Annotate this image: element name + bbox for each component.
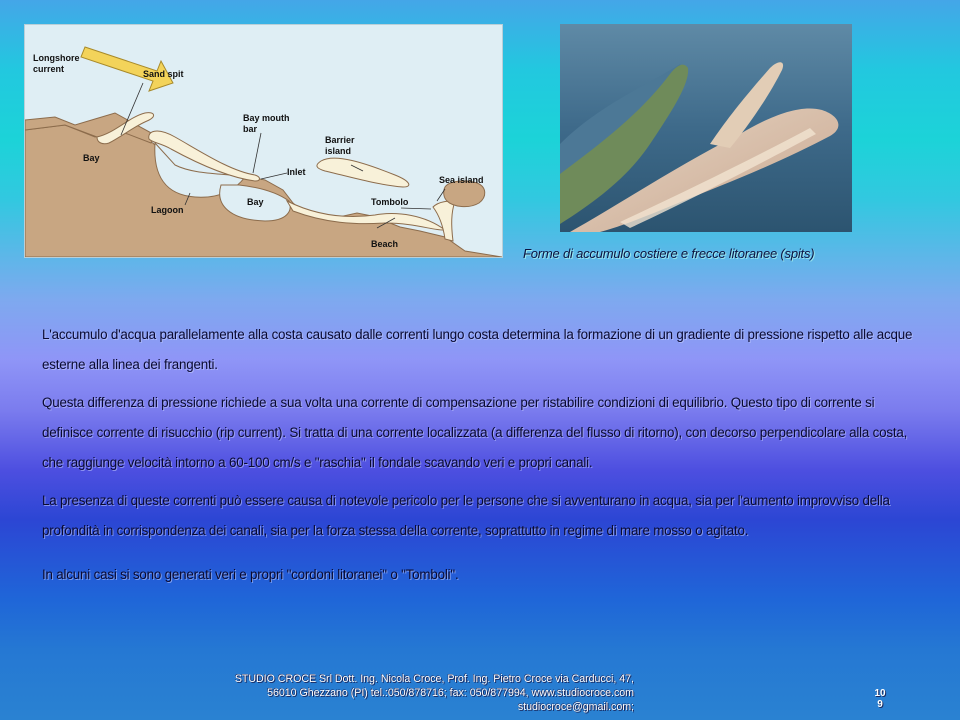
label-longshore-line1: Longshore current [33, 53, 80, 74]
paragraph-1: L'accumulo d'acqua parallelamente alla costa causato dalle correnti lungo costa determina la formazione di un gradiente di pressione rispetto alle acque esterne alla linea dei frangenti. [42, 327, 913, 372]
label-bay-mouth-bar: Bay mouth bar [243, 113, 290, 134]
body-text [42, 320, 922, 598]
paragraph-4: In alcuni casi si sono generati veri e propri "cordoni litoranei" o "Tomboli". [42, 567, 459, 582]
footer-line-2: 56010 Ghezzano (PI) tel.:050/878716; fax: 050/877994, www.studiocroce.com [267, 687, 634, 699]
aerial-photo-svg [560, 24, 852, 232]
page-number [866, 688, 894, 710]
barrier-island-shape [317, 158, 409, 187]
coastal-diagram-svg [25, 25, 502, 257]
paragraph-2: Questa differenza di pressione richiede a sua volta una corrente di compensazione per ristabilire condizioni di equilibrio. Questo tipo di corrente si definisce corrente di risucchio (rip current). Si tratta di una corrente localizzata (a differenza del flusso di ritorno), con decorso perpendicolare alla costa, che raggiunge velocità intorno a 60-100 cm/s e "raschia" il fondale scavando veri e propri canali. [42, 395, 908, 470]
label-sand-spit: Sand spit [143, 69, 184, 79]
footer-line-1: STUDIO CROCE Srl Dott. Ing. Nicola Croce, Prof. Ing. Pietro Croce via Carducci, 47, [234, 673, 634, 685]
label-sea-island: Sea island [439, 175, 484, 185]
label-bay-left: Bay [83, 153, 100, 163]
footer [140, 672, 634, 714]
page-number-part-1: 10 [874, 688, 886, 699]
aerial-spit-photo [560, 24, 852, 232]
label-barrier-island: Barrier island [325, 135, 355, 156]
photo-caption: Forme di accumulo costiere e frecce litoranee (spits) [523, 246, 815, 261]
page-number-part-2: 9 [877, 699, 883, 710]
label-tombolo: Tombolo [371, 197, 409, 207]
label-beach: Beach [371, 239, 399, 249]
footer-line-3: studiocroce@gmail.com; [517, 701, 634, 713]
label-lagoon: Lagoon [151, 205, 184, 215]
label-inlet: Inlet [287, 167, 306, 177]
coastal-landforms-diagram [24, 24, 503, 258]
label-bay-center: Bay [247, 197, 264, 207]
paragraph-3: La presenza di queste correnti può essere causa di notevole pericolo per le persone che si avventurano in acqua, sia per l'aumento improvviso della profondità in corrispondenza dei canali, sia per la forza stessa della corrente, soprattutto in regime di mare mosso o agitato. [42, 493, 890, 538]
